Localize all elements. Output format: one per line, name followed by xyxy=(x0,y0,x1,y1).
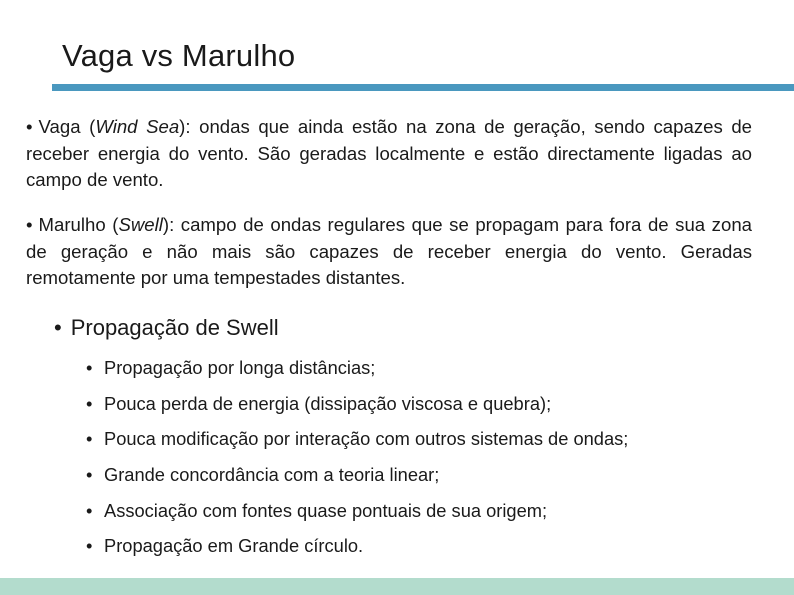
bullet: • xyxy=(26,214,33,235)
list-item-text: Pouca perda de energia (dissipação viscosa e quebra); xyxy=(104,392,552,414)
term-vaga-en: Wind Sea xyxy=(95,116,180,137)
section-heading xyxy=(54,315,279,341)
bullet: • xyxy=(86,535,93,557)
list-item-text: Propagação em Grande círculo. xyxy=(104,535,364,557)
list-item-text: Associação com fontes quase pontuais de sua origem; xyxy=(104,499,548,521)
list-item xyxy=(86,460,628,496)
list-item xyxy=(86,424,628,460)
bullet: • xyxy=(86,357,93,378)
list-item-text: Pouca modificação por interação com outros sistemas de ondas; xyxy=(104,428,629,450)
list-item xyxy=(86,496,628,532)
list-item xyxy=(86,353,628,389)
footer-bar xyxy=(0,578,794,595)
paragraph-marulho: • Marulho (Swell): campo de ondas regulares que se propagam para fora de sua zona de geração e não mais são capazes de receber energia do vento. Geradas remotamente por uma tempestades distantes. xyxy=(26,214,752,288)
list-item-text: Propagação por longa distâncias; xyxy=(104,357,376,378)
list-item xyxy=(86,531,628,567)
list-item xyxy=(86,389,628,425)
list-item-text: Grande concordância com a teoria linear; xyxy=(104,464,440,486)
slide-title: Vaga vs Marulho xyxy=(62,38,296,73)
bullet: • xyxy=(54,315,62,340)
bullet: • xyxy=(86,464,93,486)
term-marulho: Marulho xyxy=(38,214,106,235)
title-underline xyxy=(52,84,794,91)
bullet: • xyxy=(86,499,93,521)
term-marulho-en: Swell xyxy=(118,214,163,235)
paragraph-marulho-text: : campo de ondas regulares que se propagam para fora de sua zona de geração e não mais são capazes de receber energia do vento. Geradas remotamente por uma tempestades distantes. xyxy=(26,214,752,288)
paragraph-vaga-text: : ondas que ainda estão na zona de geração, sendo capazes de receber energia do vento. São geradas localmente e estão directamente ligadas ao campo de vento. xyxy=(26,116,753,190)
swell-properties-list xyxy=(86,353,628,567)
bullet: • xyxy=(86,392,93,414)
term-vaga: Vaga xyxy=(38,116,81,137)
bullet: • xyxy=(26,116,33,137)
paragraph-vaga: • Vaga (Wind Sea): ondas que ainda estão na zona de geração, sendo capazes de receber energia do vento. São geradas localmente e estão directamente ligadas ao campo de vento. xyxy=(26,116,753,190)
bullet: • xyxy=(86,428,93,450)
section-heading-text: Propagação de Swell xyxy=(70,315,279,340)
